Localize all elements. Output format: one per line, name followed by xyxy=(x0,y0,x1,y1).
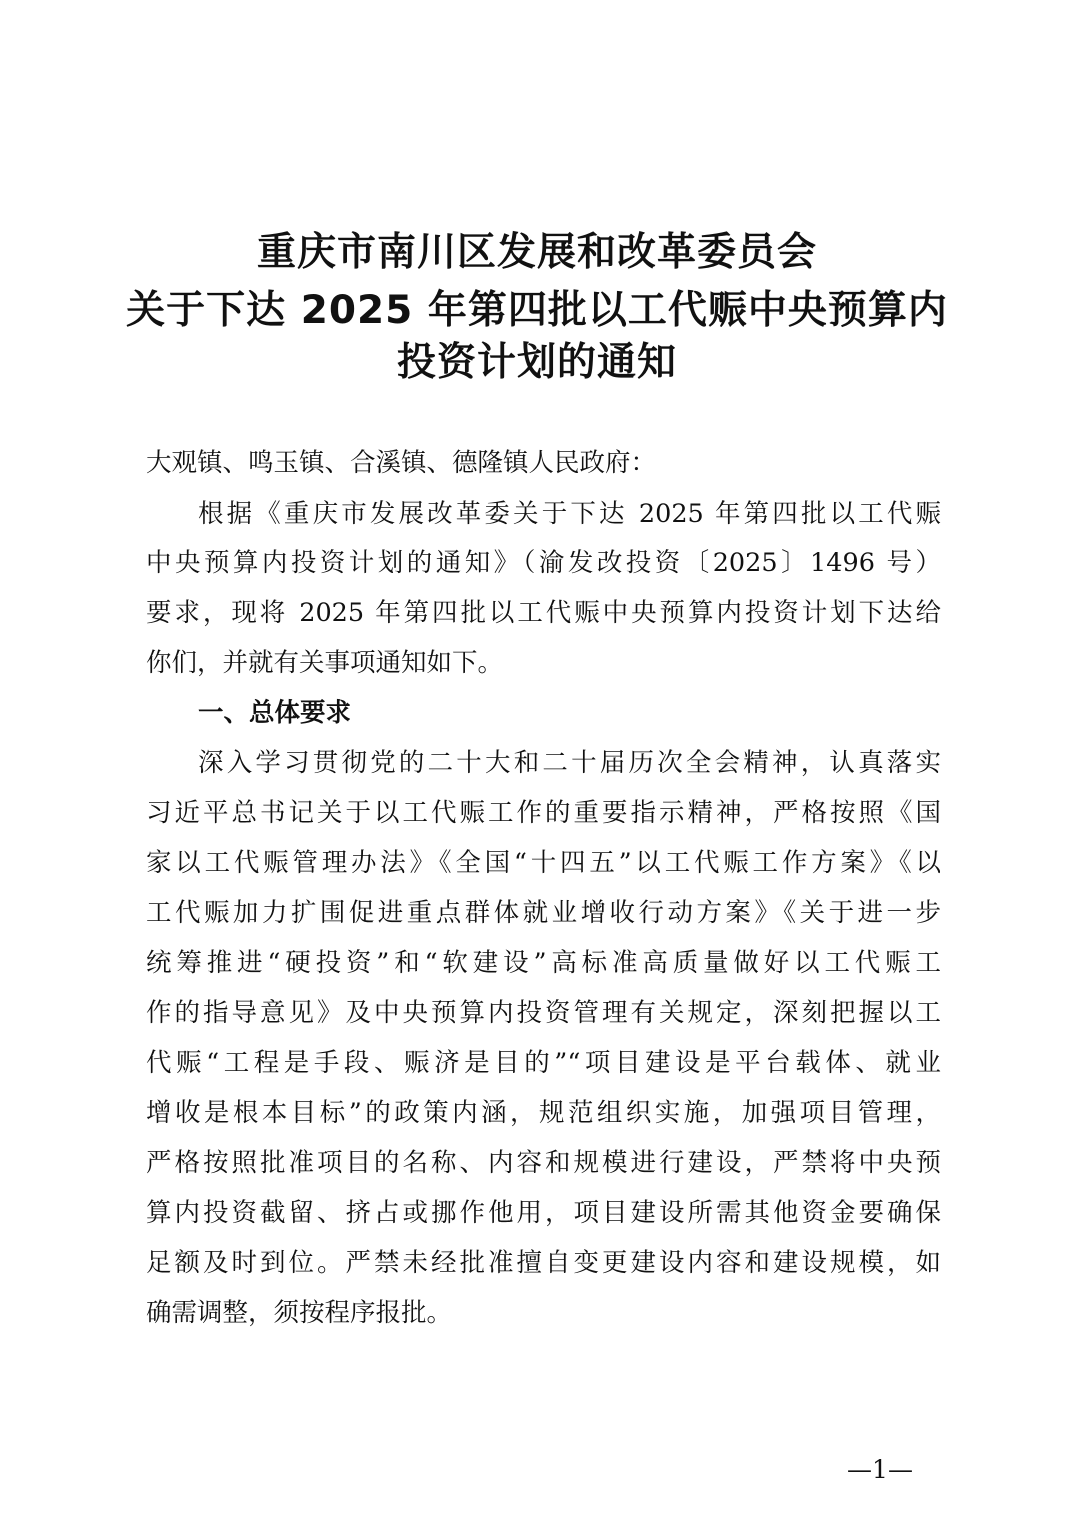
document-title-line-1: 重庆市南川区发展和改革委员会 xyxy=(256,230,817,275)
intro-line-1: 根据《重庆市发展改革委关于下达 2025 年第四批以工代赈 xyxy=(198,499,941,529)
intro-line-2: 中央预算内投资计划的通知》（渝发改投资〔2025〕1496 号） xyxy=(146,548,941,578)
section-line-12: 确需调整，须按程序报批。 xyxy=(146,1298,453,1328)
document-title-line-3: 投资计划的通知 xyxy=(396,340,677,385)
section-line-3: 家以工代赈管理办法》《全国“十四五”以工代赈工作方案》《以 xyxy=(146,848,941,878)
section-line-7: 代赈“工程是手段、赈济是目的”“项目建设是平台载体、就业 xyxy=(146,1048,941,1078)
intro-line-3: 要求，现将 2025 年第四批以工代赈中央预算内投资计划下达给 xyxy=(146,598,941,628)
section-line-10: 算内投资截留、挤占或挪作他用，项目建设所需其他资金要确保 xyxy=(146,1198,941,1228)
page-number: —1— xyxy=(847,1455,913,1484)
section-line-11: 足额及时到位。严禁未经批准擅自变更建设内容和建设规模，如 xyxy=(146,1248,941,1278)
addressee: 大观镇、鸣玉镇、合溪镇、德隆镇人民政府： xyxy=(146,448,657,478)
section-line-1: 深入学习贯彻党的二十大和二十届历次全会精神，认真落实 xyxy=(198,748,941,778)
section-line-2: 习近平总书记关于以工代赈工作的重要指示精神，严格按照《国 xyxy=(146,798,941,828)
section-line-4: 工代赈加力扩围促进重点群体就业增收行动方案》《关于进一步 xyxy=(146,898,941,928)
section-heading: 一、总体要求 xyxy=(198,698,352,728)
intro-line-4: 你们，并就有关事项通知如下。 xyxy=(146,648,504,678)
section-line-8: 增收是根本目标”的政策内涵，规范组织实施，加强项目管理， xyxy=(146,1098,941,1128)
section-line-6: 作的指导意见》及中央预算内投资管理有关规定，深刻把握以工 xyxy=(146,998,941,1028)
document-title-line-2: 关于下达 2025 年第四批以工代赈中央预算内 xyxy=(126,288,948,333)
section-line-9: 严格按照批准项目的名称、内容和规模进行建设，严禁将中央预 xyxy=(146,1148,941,1178)
section-line-5: 统筹推进“硬投资”和“软建设”高标准高质量做好以工代赈工 xyxy=(146,948,941,978)
